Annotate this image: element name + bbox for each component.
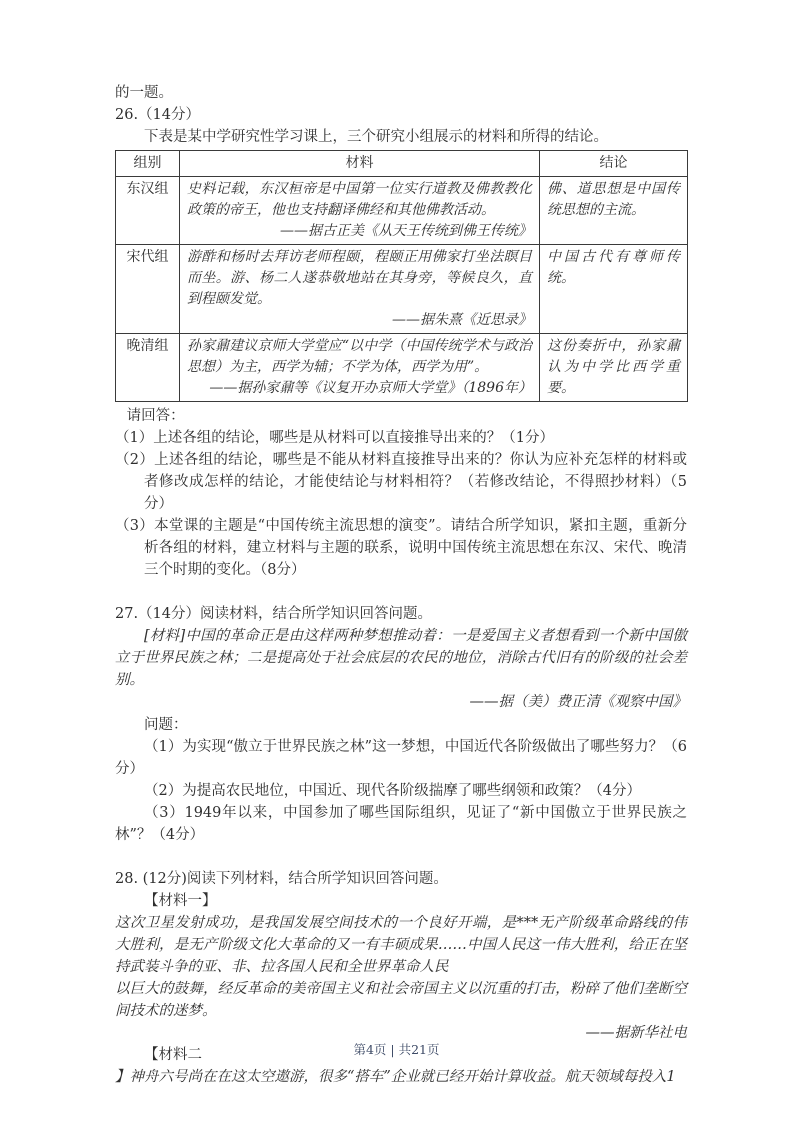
q26-answer-prompt: 请回答： xyxy=(126,408,185,425)
conclusion-cell: 这份奏折中，孙家鼐认为中学比西学重要。 xyxy=(540,334,688,402)
material-citation: ——据孙家鼐等《议复开办京师大学堂》（1896年） xyxy=(209,380,532,397)
group-cell: 宋代组 xyxy=(116,245,180,334)
exam-page xyxy=(115,82,687,1088)
q26-item-3: （3）本堂课的主题是“中国传统主流思想的演变”。请结合所学知识，紧扣主题，重新分析各组的材料，建立材料与主题的联系，说明中国传统主流思想在东汉、宋代、晚清三个时期的变化。（8分） xyxy=(115,518,687,579)
material-text: 史料记载，东汉桓帝是中国第一位实行道教及佛教教化政策的帝王，他也支持翻译佛经和其他佛教活动。 xyxy=(187,181,532,219)
q27-questions-label: 问题： xyxy=(144,716,188,733)
q28-heading: 28. (12分)阅读下列材料，结合所学知识回答问题。 xyxy=(115,870,448,887)
top-continuation-line: 的一题。 xyxy=(115,85,173,101)
q27-heading: 27.（14分）阅读材料，结合所学知识回答问题。 xyxy=(115,606,433,623)
q28-material1-paragraph-2: 以巨大的鼓舞，经反革命的美帝国主义和社会帝国主义以沉重的打击，粉碎了他们垄断空间技术的迷梦。 xyxy=(115,980,687,1019)
conclusion-cell: 佛、道思想是中国传统思想的主流。 xyxy=(540,177,688,245)
q27-item-3: （3）1949年以来，中国参加了哪些国际组织，见证了“新中国傲立于世界民族之林”？（4分） xyxy=(115,804,687,843)
q28-material2-label: 【材料二 xyxy=(144,1046,202,1063)
material-text: 游酢和杨时去拜访老师程颐，程颐正用佛家打坐法瞑目而坐。游、杨二人遂恭敬地站在其身旁，等候良久，直到程颐发觉。 xyxy=(187,249,532,308)
table-header-group: 组别 xyxy=(116,151,180,177)
q27-citation: ——据（美）费正清《观察中国》 xyxy=(469,694,687,711)
material-cell xyxy=(180,177,540,245)
material-cell xyxy=(180,245,540,334)
q28-material1-citation: ——据新华社电 xyxy=(585,1024,687,1041)
q27-item-1: （1）为实现“傲立于世界民族之林”这一梦想，中国近代各阶级做出了哪些努力？（6分） xyxy=(115,738,687,777)
q28-material2-text: 】神舟六号尚在在这太空遨游，很多“搭车”企业就已经开始计算收益。航天领域每投入1 xyxy=(115,1068,676,1085)
question-27-section xyxy=(115,603,687,845)
group-cell: 东汉组 xyxy=(116,177,180,245)
q26-intro: 下表是某中学研究性学习课上，三个研究小组展示的材料和所得的结论。 xyxy=(144,129,608,146)
q27-item-2: （2）为提高农民地位，中国近、现代各阶级揣摩了哪些纲领和政策？（4分） xyxy=(144,782,641,799)
table-header-material: 材料 xyxy=(180,151,540,177)
q28-material1-label: 【材料一】 xyxy=(144,892,217,909)
q26-item-2: （2）上述各组的结论，哪些是不能从材料直接推导出来的？你认为应补充怎样的材料或者修改成怎样的结论，才能使结论与材料相符？（若修改结论，不得照抄材料）（5分） xyxy=(115,452,687,513)
material-cell xyxy=(180,334,540,402)
table-header-conclusion: 结论 xyxy=(540,151,688,177)
table-row-wanqing xyxy=(116,334,688,402)
table-header-row xyxy=(116,151,688,177)
table-row-donghan xyxy=(116,177,688,245)
conclusion-cell: 中国古代有尊师传统。 xyxy=(540,245,688,334)
material-text: 孙家鼐建议京师大学堂应“以中学（中国传统学术与政治思想）为主，西学为辅；不学为体，西学为用”。 xyxy=(187,338,532,376)
q28-material1-paragraph-1: 这次卫星发射成功，是我国发展空间技术的一个良好开端，是***无产阶级革命路线的伟大胜利，是无产阶级文化大革命的又一有丰硕成果……中国人民这一伟大胜利，给正在坚持武装斗争的亚、非、拉各国人民和全世界革命人民 xyxy=(115,914,687,975)
page-footer: 第4页 | 共21页 xyxy=(353,1042,440,1057)
research-groups-table xyxy=(115,150,688,402)
q26-heading: 26.（14分） xyxy=(115,107,201,124)
q26-item-1: （1）上述各组的结论，哪些是从材料可以直接推导出来的？（1分） xyxy=(115,430,554,447)
table-row-songdai xyxy=(116,245,688,334)
question-26-section xyxy=(115,104,687,581)
q27-material: [材料]中国的革命正是由这样两种梦想推动着：一是爱国主义者想看到一个新中国傲立于世界民族之林；二是提高处于社会底层的农民的地位，消除古代旧有的阶级的社会差别。 xyxy=(115,628,687,689)
material-citation: ——据古正美《从天王传统到佛王传统》 xyxy=(280,223,532,240)
material-citation: ——据朱熹《近思录》 xyxy=(392,312,532,329)
group-cell: 晚清组 xyxy=(116,334,180,402)
